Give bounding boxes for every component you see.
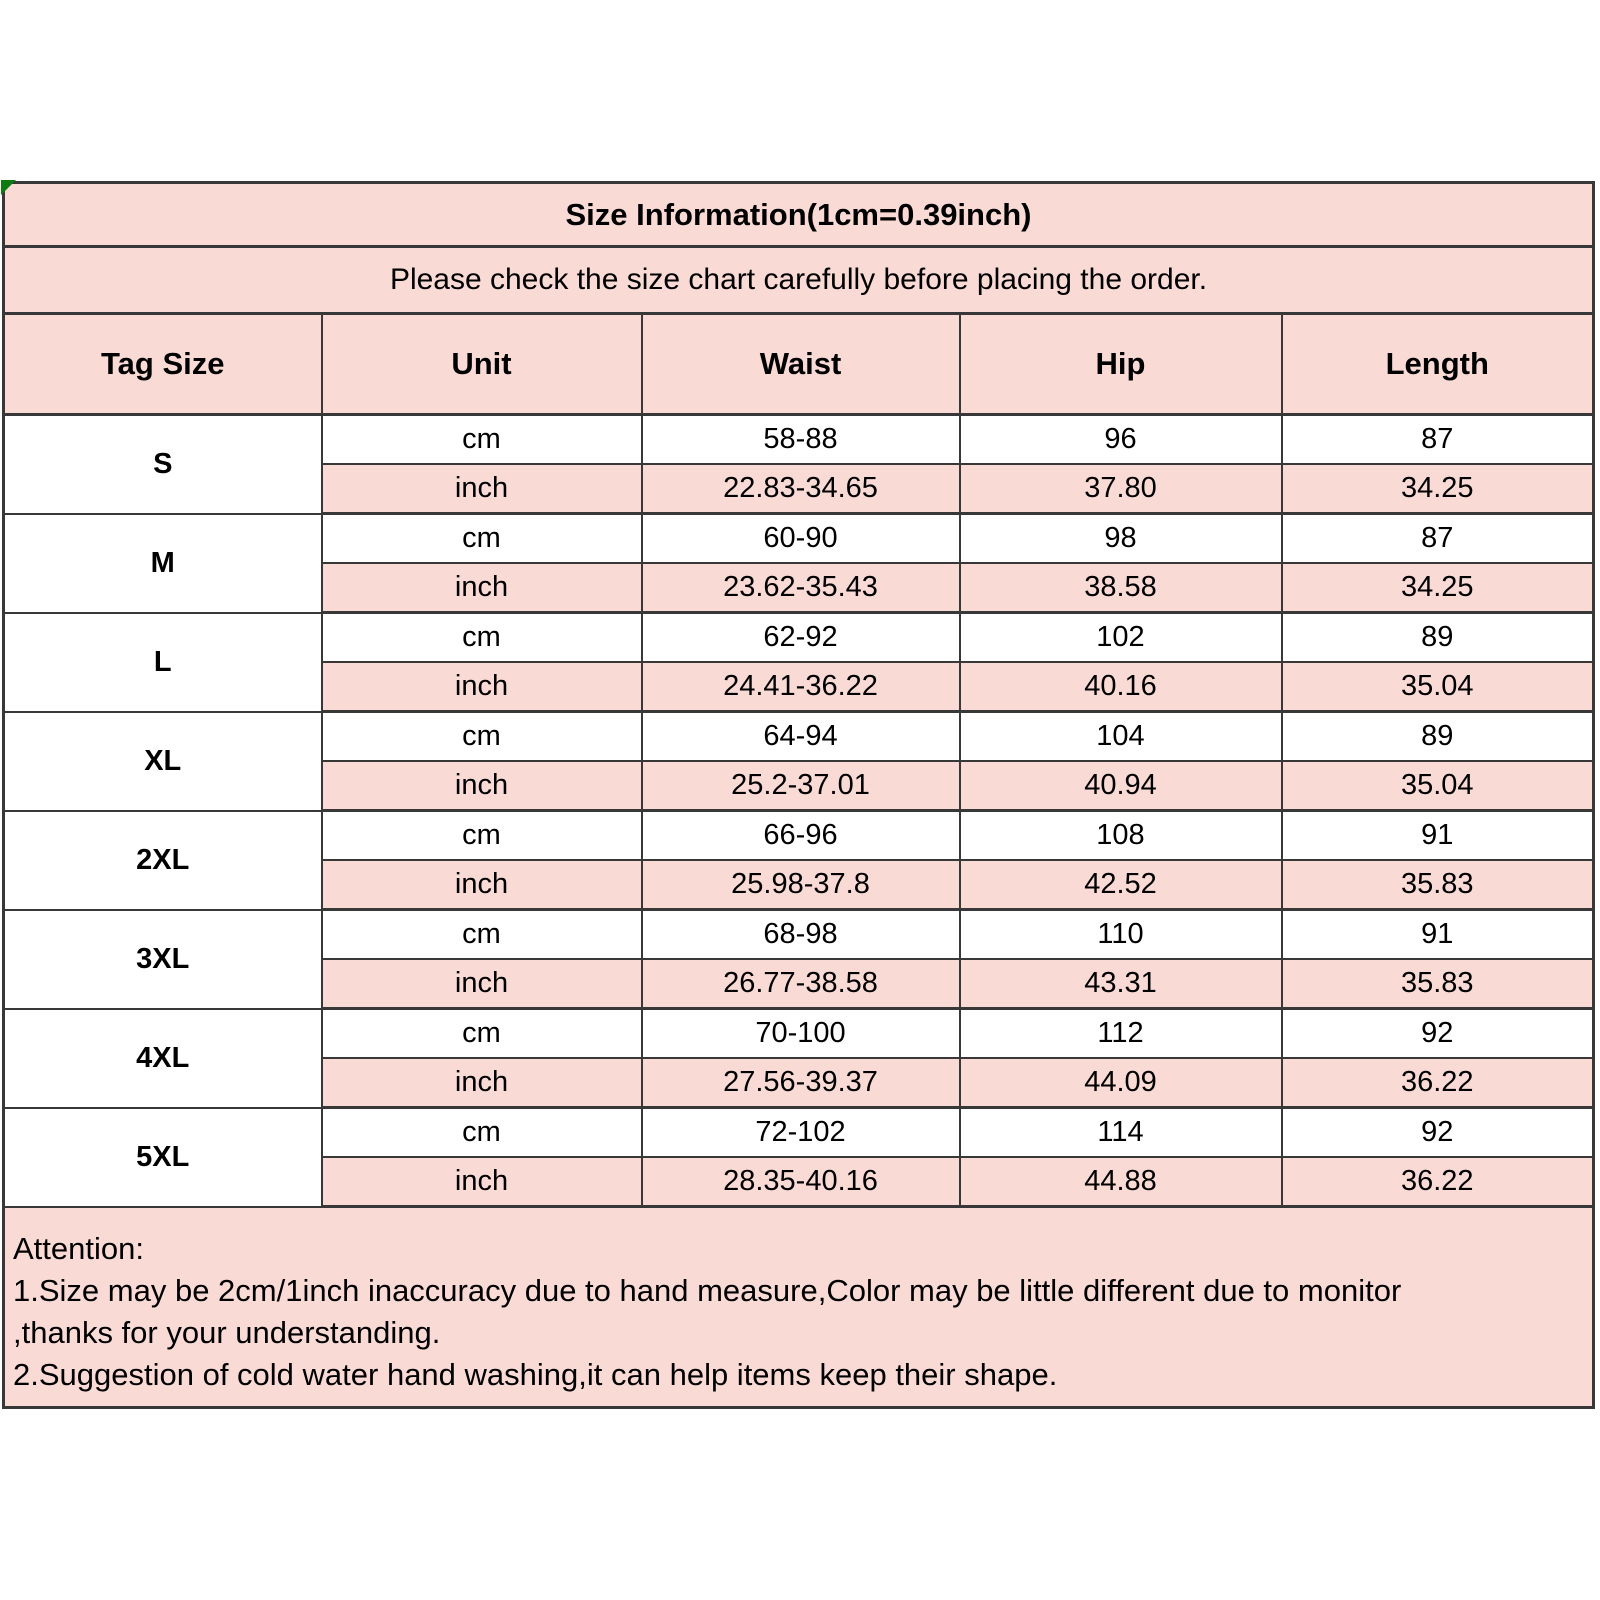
value-cell: 37.80 xyxy=(960,464,1282,514)
value-cell: 35.83 xyxy=(1282,860,1594,910)
table-row xyxy=(4,712,1594,762)
value-cell: 68-98 xyxy=(642,910,960,960)
value-cell: 91 xyxy=(1282,811,1594,861)
value-cell: 43.31 xyxy=(960,959,1282,1009)
table-row xyxy=(4,910,1594,960)
value-cell: 98 xyxy=(960,514,1282,564)
table-subtitle: Please check the size chart carefully before placing the order. xyxy=(4,247,1594,314)
table-row xyxy=(4,1009,1594,1059)
subtitle-row xyxy=(4,247,1594,314)
unit-label: inch xyxy=(322,1157,642,1207)
value-cell: 44.09 xyxy=(960,1058,1282,1108)
size-chart-sheet xyxy=(2,181,1592,1409)
unit-label: cm xyxy=(322,1108,642,1158)
tag-size-4xl: 4XL xyxy=(4,1009,322,1108)
attention-line: 1.Size may be 2cm/1inch inaccuracy due to hand measure,Color may be little different due to monitor xyxy=(13,1273,1402,1308)
tag-size-2xl: 2XL xyxy=(4,811,322,910)
value-cell: 112 xyxy=(960,1009,1282,1059)
value-cell: 92 xyxy=(1282,1108,1594,1158)
column-header-waist: Waist xyxy=(642,314,960,415)
table-title: Size Information(1cm=0.39inch) xyxy=(4,183,1594,247)
unit-label: inch xyxy=(322,1058,642,1108)
value-cell: 27.56-39.37 xyxy=(642,1058,960,1108)
value-cell: 34.25 xyxy=(1282,563,1594,613)
value-cell: 91 xyxy=(1282,910,1594,960)
table-row xyxy=(4,811,1594,861)
unit-label: cm xyxy=(322,1009,642,1059)
value-cell: 36.22 xyxy=(1282,1157,1594,1207)
value-cell: 42.52 xyxy=(960,860,1282,910)
value-cell: 96 xyxy=(960,415,1282,465)
attention-row xyxy=(4,1207,1594,1408)
unit-label: inch xyxy=(322,761,642,811)
unit-label: cm xyxy=(322,712,642,762)
unit-label: cm xyxy=(322,613,642,663)
value-cell: 22.83-34.65 xyxy=(642,464,960,514)
attention-lines xyxy=(13,1270,1582,1396)
column-header-tag-size: Tag Size xyxy=(4,314,322,415)
value-cell: 35.83 xyxy=(1282,959,1594,1009)
value-cell: 89 xyxy=(1282,712,1594,762)
value-cell: 108 xyxy=(960,811,1282,861)
unit-label: inch xyxy=(322,464,642,514)
corner-marker-icon xyxy=(1,180,16,195)
value-cell: 62-92 xyxy=(642,613,960,663)
table-header-row xyxy=(4,314,1594,415)
unit-label: inch xyxy=(322,959,642,1009)
value-cell: 87 xyxy=(1282,514,1594,564)
value-cell: 24.41-36.22 xyxy=(642,662,960,712)
tag-size-5xl: 5XL xyxy=(4,1108,322,1207)
value-cell: 92 xyxy=(1282,1009,1594,1059)
value-cell: 28.35-40.16 xyxy=(642,1157,960,1207)
title-row xyxy=(4,183,1594,247)
attention-heading: Attention: xyxy=(13,1231,144,1266)
unit-label: cm xyxy=(322,811,642,861)
value-cell: 60-90 xyxy=(642,514,960,564)
value-cell: 23.62-35.43 xyxy=(642,563,960,613)
attention-line: ,thanks for your understanding. xyxy=(13,1315,441,1350)
value-cell: 114 xyxy=(960,1108,1282,1158)
value-cell: 58-88 xyxy=(642,415,960,465)
value-cell: 25.98-37.8 xyxy=(642,860,960,910)
tag-size-l: L xyxy=(4,613,322,712)
table-row xyxy=(4,1108,1594,1158)
unit-label: inch xyxy=(322,563,642,613)
value-cell: 72-102 xyxy=(642,1108,960,1158)
attention-line: 2.Suggestion of cold water hand washing,it can help items keep their shape. xyxy=(13,1357,1058,1392)
value-cell: 35.04 xyxy=(1282,761,1594,811)
tag-size-xl: XL xyxy=(4,712,322,811)
value-cell: 87 xyxy=(1282,415,1594,465)
value-cell: 36.22 xyxy=(1282,1058,1594,1108)
value-cell: 35.04 xyxy=(1282,662,1594,712)
unit-label: cm xyxy=(322,514,642,564)
value-cell: 40.16 xyxy=(960,662,1282,712)
column-header-length: Length xyxy=(1282,314,1594,415)
table-row xyxy=(4,514,1594,564)
tag-size-3xl: 3XL xyxy=(4,910,322,1009)
value-cell: 104 xyxy=(960,712,1282,762)
size-chart-table xyxy=(2,181,1595,1409)
value-cell: 40.94 xyxy=(960,761,1282,811)
value-cell: 38.58 xyxy=(960,563,1282,613)
tag-size-s: S xyxy=(4,415,322,514)
column-header-hip: Hip xyxy=(960,314,1282,415)
unit-label: cm xyxy=(322,415,642,465)
value-cell: 64-94 xyxy=(642,712,960,762)
table-row xyxy=(4,613,1594,663)
tag-size-m: M xyxy=(4,514,322,613)
value-cell: 110 xyxy=(960,910,1282,960)
value-cell: 26.77-38.58 xyxy=(642,959,960,1009)
value-cell: 102 xyxy=(960,613,1282,663)
unit-label: inch xyxy=(322,662,642,712)
value-cell: 89 xyxy=(1282,613,1594,663)
value-cell: 44.88 xyxy=(960,1157,1282,1207)
value-cell: 70-100 xyxy=(642,1009,960,1059)
unit-label: inch xyxy=(322,860,642,910)
column-header-unit: Unit xyxy=(322,314,642,415)
value-cell: 66-96 xyxy=(642,811,960,861)
unit-label: cm xyxy=(322,910,642,960)
value-cell: 34.25 xyxy=(1282,464,1594,514)
value-cell: 25.2-37.01 xyxy=(642,761,960,811)
table-row xyxy=(4,415,1594,465)
